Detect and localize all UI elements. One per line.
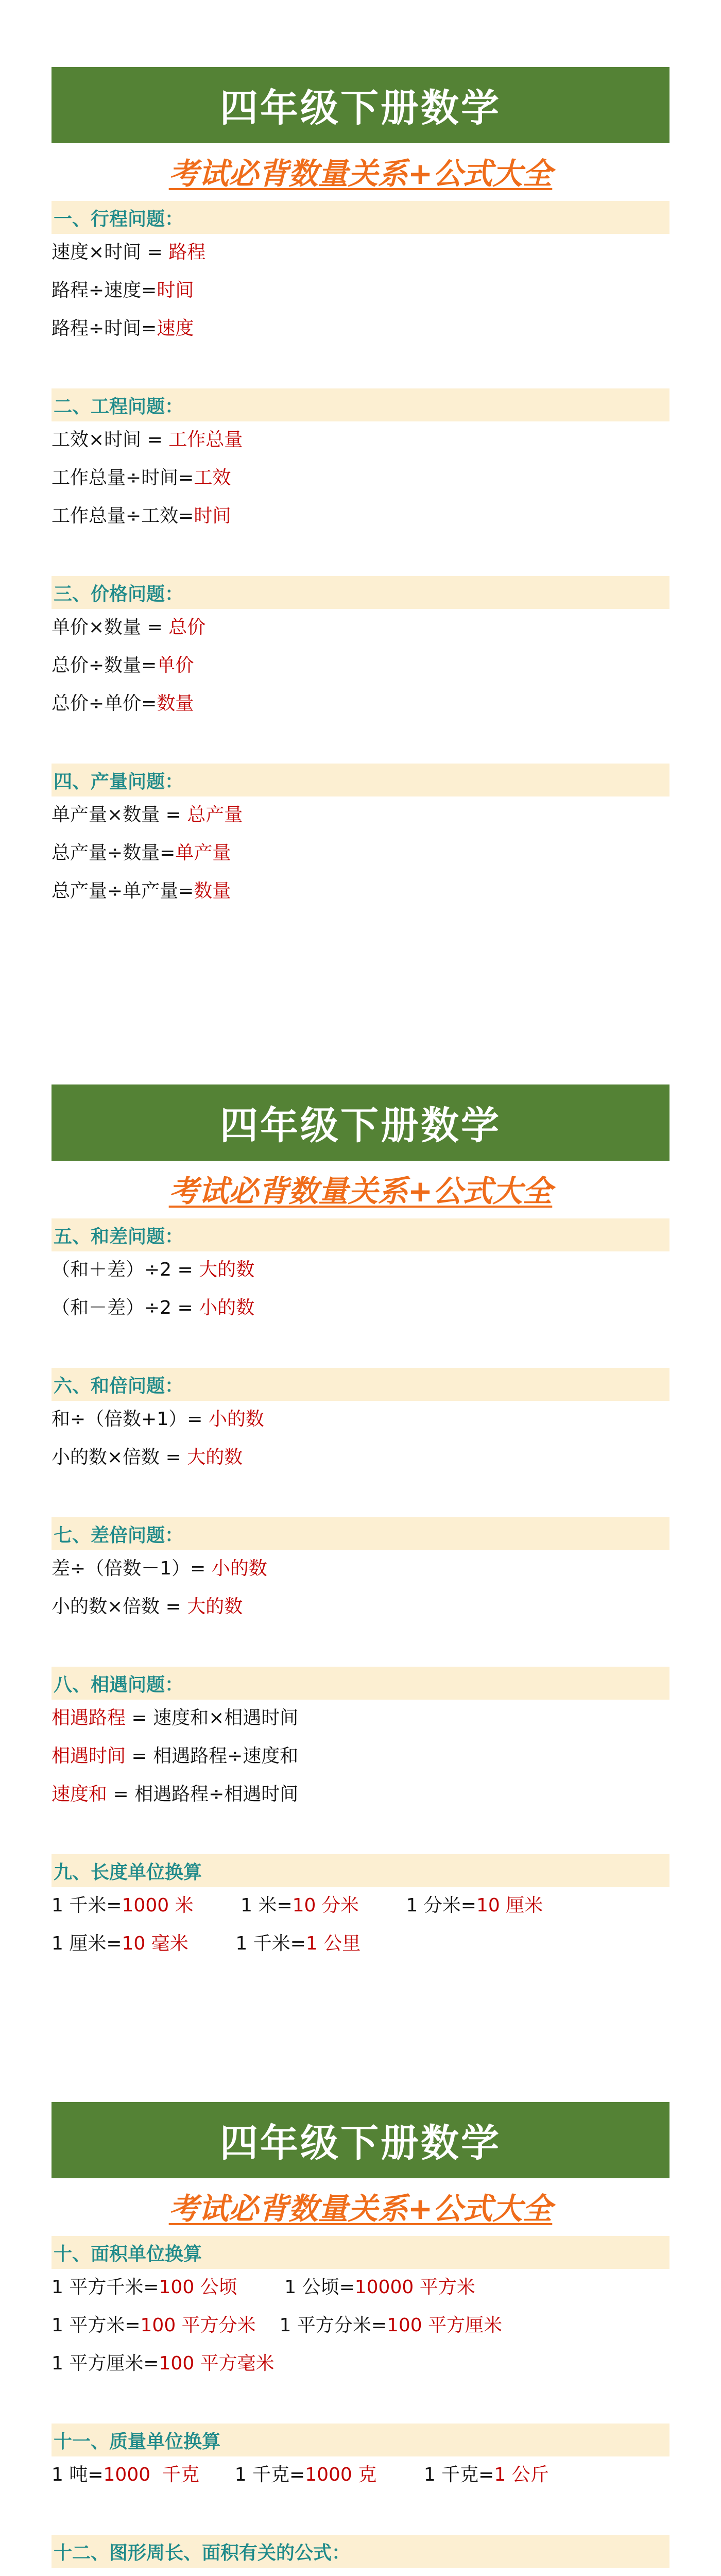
formula-segment: 路程÷速度= xyxy=(52,280,157,301)
formula-segment xyxy=(193,2571,355,2576)
formula-line xyxy=(52,1442,243,1473)
formula-segment: 差÷（倍数－1）= xyxy=(52,1558,212,1579)
formula-segment: 100 平方厘米 xyxy=(386,2315,503,2336)
formula-segment: 和÷（倍数+1）= xyxy=(52,1409,209,1430)
section-heading: 七、差倍问题： xyxy=(52,1517,670,1550)
formula-segment: 10 厘米 xyxy=(476,1895,543,1916)
section-heading: 三、价格问题： xyxy=(52,576,670,609)
formula-segment xyxy=(82,2571,193,2576)
formula-segment: 路程 xyxy=(168,242,206,263)
formula-line xyxy=(52,2310,502,2341)
section-heading: 九、长度单位换算 xyxy=(52,1854,670,1887)
formula-segment: 工作总量÷时间= xyxy=(52,467,194,488)
formula-line xyxy=(52,612,205,643)
formula-segment: = 速度和×相遇时间 xyxy=(126,1707,299,1728)
formula-line xyxy=(52,2460,549,2490)
formula-segment: 1 分米= xyxy=(358,1895,476,1916)
formula-segment: 小的数×倍数 = xyxy=(52,1447,187,1468)
formula-segment: 工效×时间 = xyxy=(52,429,169,450)
formula-line xyxy=(52,1404,264,1435)
formula-segment: 时间 xyxy=(157,280,194,301)
formula-segment: 总产量 xyxy=(187,804,243,825)
formula-segment: 100 公顷 xyxy=(159,2277,237,2298)
formula-segment: 100 平方毫米 xyxy=(159,2353,274,2374)
formula-segment: 1 公里 xyxy=(305,1933,361,1954)
formula-segment: 1000 千克 xyxy=(103,2464,200,2485)
formula-segment: 总产量÷单产量= xyxy=(52,880,194,902)
formula-segment: = 相遇路程÷速度和 xyxy=(126,1745,299,1767)
section-heading: 四、产量问题： xyxy=(52,764,670,796)
formula-segment: 大的数 xyxy=(187,1447,243,1468)
formula-segment: 1 平方千米= xyxy=(52,2277,159,2298)
formula-segment: 工作总量÷工效= xyxy=(52,505,194,527)
section-heading: 二、工程问题： xyxy=(52,388,670,421)
formula-line xyxy=(52,1293,254,1324)
formula-line xyxy=(52,2348,274,2379)
formula-line xyxy=(52,1928,360,1959)
page-banner: 四年级下册数学 xyxy=(52,67,670,143)
section-heading: 八、相遇问题： xyxy=(52,1667,670,1700)
page-subtitle xyxy=(52,1166,670,1211)
formula-segment xyxy=(52,2571,82,2576)
formula-line xyxy=(52,1779,298,1810)
formula-segment: 10 分米 xyxy=(292,1895,359,1916)
formula-segment: 1000 米 xyxy=(122,1895,194,1916)
formula-segment: 速度和 xyxy=(52,1784,108,1805)
formula-segment: 单产量×数量 = xyxy=(52,804,187,825)
formula-segment: 单产量 xyxy=(175,842,231,863)
formula-segment: 小的数 xyxy=(208,1409,264,1430)
section-heading: 十、面积单位换算 xyxy=(52,2236,670,2269)
formula-line xyxy=(52,800,243,831)
page-banner: 四年级下册数学 xyxy=(52,2102,670,2178)
formula-segment xyxy=(355,2571,465,2576)
formula-segment: 总产量÷数量= xyxy=(52,842,176,863)
subtitle-text: 考试必背数量关系+公式大全 xyxy=(168,156,553,191)
formula-segment: 小的数 xyxy=(211,1558,267,1579)
formula-line xyxy=(52,838,231,869)
formula-line xyxy=(52,237,205,268)
formula-segment: 单价×数量 = xyxy=(52,617,169,638)
formula-line xyxy=(52,1255,254,1285)
formula-segment: 工效 xyxy=(194,467,231,488)
formula-segment: 数量 xyxy=(157,693,194,714)
formula-segment: 1 平方分米= xyxy=(255,2315,387,2336)
formula-segment: 小的数×倍数 = xyxy=(52,1596,187,1617)
formula-line xyxy=(52,650,194,681)
formula-line xyxy=(52,463,231,494)
section-heading: 十一、质量单位换算 xyxy=(52,2424,670,2456)
formula-segment: 小的数 xyxy=(199,1297,255,1318)
page-banner: 四年级下册数学 xyxy=(52,1084,670,1161)
formula-segment: 100 平方分米 xyxy=(140,2315,256,2336)
formula-segment: 1 公顷= xyxy=(237,2277,355,2298)
formula-segment: 总价÷单价= xyxy=(52,693,157,714)
formula-segment: 速度×时间 = xyxy=(52,242,169,263)
formula-segment: 工作总量 xyxy=(168,429,243,450)
formula-segment: 路程÷时间= xyxy=(52,318,157,339)
formula-line xyxy=(52,2272,475,2303)
section-heading: 一、行程问题： xyxy=(52,201,670,234)
formula-segment: （和－差）÷2 = xyxy=(52,1297,199,1318)
formula-segment: 1000 克 xyxy=(305,2464,377,2485)
formula-segment: 1 吨= xyxy=(52,2464,104,2485)
formula-segment: 大的数 xyxy=(187,1596,243,1617)
formula-line xyxy=(52,501,231,532)
formula-line xyxy=(52,275,194,306)
formula-segment: 1 千米= xyxy=(52,1895,122,1916)
formula-segment: 10000 平方米 xyxy=(354,2277,475,2298)
formula-segment: 1 厘米= xyxy=(52,1933,122,1954)
formula-segment: 相遇路程 xyxy=(52,1707,126,1728)
formula-segment: = 相遇路程÷相遇时间 xyxy=(107,1784,299,1805)
formula-line xyxy=(52,2571,464,2576)
page-subtitle xyxy=(52,2183,670,2229)
section-heading: 六、和倍问题： xyxy=(52,1368,670,1401)
page-subtitle xyxy=(52,148,670,194)
formula-segment: 1 平方厘米= xyxy=(52,2353,159,2374)
formula-segment: 1 平方米= xyxy=(52,2315,141,2336)
formula-segment: 相遇时间 xyxy=(52,1745,126,1767)
formula-line xyxy=(52,1703,298,1734)
formula-line xyxy=(52,1741,298,1772)
formula-line xyxy=(52,1553,267,1584)
formula-segment: 速度 xyxy=(157,318,194,339)
subtitle-text: 考试必背数量关系+公式大全 xyxy=(168,2191,553,2226)
formula-segment: 1 米= xyxy=(193,1895,293,1916)
formula-segment: 大的数 xyxy=(199,1259,255,1280)
formula-segment: 1 千克= xyxy=(199,2464,305,2485)
formula-line xyxy=(52,1890,543,1921)
formula-segment: 1 千克= xyxy=(376,2464,494,2485)
formula-line xyxy=(52,313,194,344)
formula-segment: 10 毫米 xyxy=(122,1933,188,1954)
formula-segment: 数量 xyxy=(194,880,231,902)
formula-segment: 单价 xyxy=(157,655,194,676)
formula-segment: 1 公斤 xyxy=(494,2464,549,2485)
formula-segment: 时间 xyxy=(194,505,231,527)
section-heading: 十二、图形周长、面积有关的公式： xyxy=(52,2535,670,2568)
subtitle-text: 考试必背数量关系+公式大全 xyxy=(168,1174,553,1209)
formula-segment: 1 千米= xyxy=(188,1933,306,1954)
formula-line xyxy=(52,425,243,455)
formula-segment: 总价÷数量= xyxy=(52,655,157,676)
formula-segment: 总价 xyxy=(168,617,206,638)
formula-line xyxy=(52,876,231,907)
formula-segment: （和＋差）÷2 = xyxy=(52,1259,199,1280)
formula-line xyxy=(52,1591,243,1622)
formula-line xyxy=(52,688,194,719)
section-heading: 五、和差问题： xyxy=(52,1218,670,1251)
